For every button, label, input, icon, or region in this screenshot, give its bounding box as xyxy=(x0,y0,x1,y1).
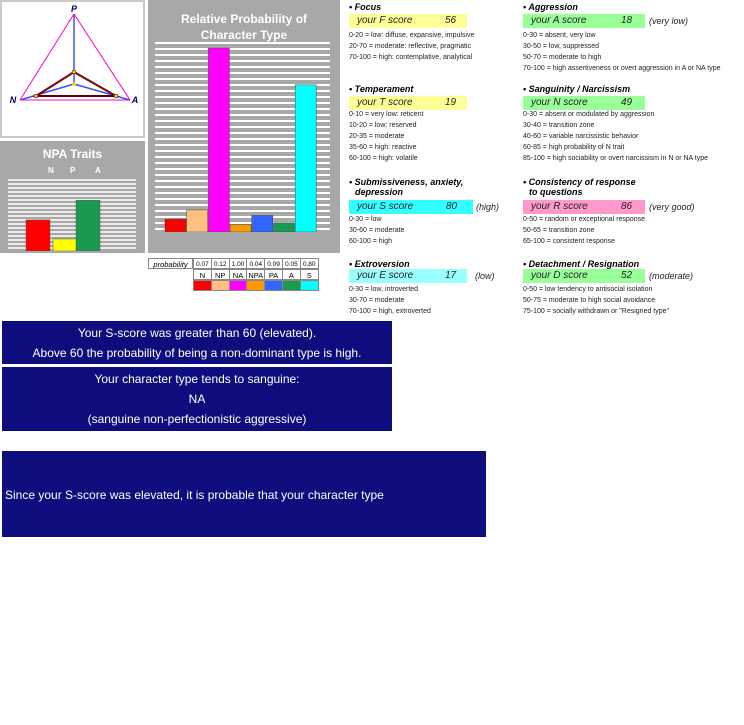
npa-traits-panel xyxy=(0,141,145,253)
probability-category-na: NA xyxy=(229,269,248,280)
character-type-description: (sanguine non-perfectionistic aggressive) xyxy=(87,412,307,426)
variant-line: Since your S-score was elevated, it is probable that your character type xyxy=(5,488,384,502)
probability-swatch-pa xyxy=(264,280,283,291)
probability-panel xyxy=(148,0,340,253)
temperament-note: 20-35 = moderate xyxy=(349,133,405,140)
consistency-score-value: 86 xyxy=(621,201,633,212)
probability-swatch-na xyxy=(229,280,248,291)
focus-score-value: 56 xyxy=(445,15,457,26)
temperament-note: 10-20 = low: reserved xyxy=(349,122,417,129)
probability-chart xyxy=(155,40,330,232)
detachment-note: 50-75 = moderate to high social avoidance xyxy=(523,297,656,304)
aggression-note: 70-100 = high assertiveness or overt aggression in A or NA type xyxy=(523,65,721,72)
npa-letter-n: N xyxy=(48,166,54,175)
variant-line: Possible predisposition: borderline personality. xyxy=(5,692,252,706)
probability-category-npa: NPA xyxy=(248,271,264,280)
detachment-score-label: your D score xyxy=(531,270,588,281)
consistency-score-label: your R score xyxy=(531,201,588,212)
temperament-score-box xyxy=(349,96,467,110)
aggression-qualifier: (very low) xyxy=(649,16,689,26)
aggression-section xyxy=(523,2,741,72)
variant-line: Sanguine aggressive with tendency to passive aggressive type (NA- or NA=). xyxy=(5,590,415,604)
npa-letter-p: P xyxy=(70,166,76,175)
consistency-note: 65-100 = consistent response xyxy=(523,238,616,245)
sanguinity-note: 60-85 = high probability of N trait xyxy=(523,144,625,151)
aggression-score-value: 18 xyxy=(621,15,633,26)
aggression-score-box xyxy=(523,14,645,28)
sanguinity-score-value: 49 xyxy=(621,97,633,108)
extroversion-score-value: 17 xyxy=(445,270,457,281)
probability-bar-pa xyxy=(252,215,273,232)
detachment-qualifier: (moderate) xyxy=(649,271,694,281)
extroversion-score-label: your E score xyxy=(357,270,414,281)
probability-bar-na xyxy=(208,48,229,232)
detachment-score-value: 52 xyxy=(621,270,633,281)
extroversion-score-box xyxy=(349,269,467,283)
probability-bar-np xyxy=(187,210,208,232)
probability-value-pa: 0.09 xyxy=(264,258,283,269)
consistency-note: 0-50 = random or exceptional response xyxy=(523,216,645,223)
consistency-section xyxy=(523,177,741,245)
probability-category-n: N xyxy=(193,269,212,280)
sanguinity-note: 0-30 = absent or modulated by aggression xyxy=(523,111,655,118)
probability-value-na: 1.00 xyxy=(229,258,248,269)
probability-swatch-np xyxy=(211,280,230,291)
submissiveness-heading: • Submissiveness, anxiety, xyxy=(349,177,464,187)
character-type-message xyxy=(2,367,392,431)
submissiveness-score-box xyxy=(349,200,473,214)
npa-bar-n xyxy=(26,220,50,251)
sanguinity-score-label: your N score xyxy=(531,97,588,108)
probability-swatch-s xyxy=(300,280,319,291)
aggression-score-label: your A score xyxy=(531,15,587,26)
npa-bar-a xyxy=(76,200,100,251)
label-a: A xyxy=(131,95,139,105)
probability-category-a: A xyxy=(282,269,301,280)
detachment-score-box xyxy=(523,269,645,283)
score-point-a xyxy=(114,94,118,98)
npa-triangle-chart xyxy=(2,2,143,136)
sanguinity-note: 40-60 = variable narcissistic behavior xyxy=(523,133,639,140)
npa-bar-p xyxy=(53,239,77,251)
focus-note: 20-70 = moderate: reflective, pragmatic xyxy=(349,43,471,50)
probability-bar-npa xyxy=(230,225,251,232)
consistency-note: 50-65 = transition zone xyxy=(523,227,595,234)
probability-swatch-a xyxy=(282,280,301,291)
submissiveness-qualifier: (high) xyxy=(476,202,500,212)
consistency-heading: • Consistency of response xyxy=(523,177,636,187)
sanguinity-note: 85-100 = high sociability or overt narcissism in N or NA type xyxy=(523,155,708,162)
probability-value-npa: 0.04 xyxy=(246,258,265,269)
aggression-note: 50-70 = moderate to high xyxy=(523,54,602,61)
aggression-note: 30-50 = low, suppressed xyxy=(523,43,600,50)
variant-line: is a variant sanguine aggressive type: xyxy=(5,539,216,553)
extroversion-heading: • Extroversion xyxy=(349,259,410,269)
sanguinity-heading: • Sanguinity / Narcissism xyxy=(523,84,631,94)
probability-bar-a xyxy=(274,223,295,232)
consistency-heading-line2: to questions xyxy=(529,187,583,197)
extroversion-qualifier: (low) xyxy=(475,271,495,281)
npa-traits-title: NPA Traits xyxy=(42,147,103,161)
submissiveness-score-value: 80 xyxy=(446,201,458,212)
submissiveness-section xyxy=(349,177,519,245)
sanguinity-section xyxy=(523,84,741,162)
detachment-section xyxy=(523,259,741,315)
probability-bar-n xyxy=(165,219,186,232)
focus-score-label: your F score xyxy=(357,15,413,26)
submissiveness-score-label: your S score xyxy=(357,201,414,212)
score-point-n xyxy=(34,94,38,98)
temperament-score-label: your T score xyxy=(357,97,413,108)
temperament-score-value: 19 xyxy=(445,97,457,108)
probability-swatch-n xyxy=(193,280,212,291)
character-type-line1: Your character type tends to sanguine: xyxy=(94,372,300,386)
submissiveness-note: 0-30 = low xyxy=(349,216,382,223)
submissiveness-note: 60-100 = high xyxy=(349,238,393,245)
s-score-message xyxy=(2,321,392,364)
probability-swatch-npa xyxy=(246,280,265,291)
consistency-score-box xyxy=(523,200,645,214)
detachment-note: 75-100 = socially withdrawn or "Resigned type" xyxy=(523,308,670,315)
aggression-heading: • Aggression xyxy=(523,2,578,12)
extroversion-section xyxy=(349,259,519,315)
probability-value-n: 0.07 xyxy=(193,258,212,269)
focus-note: 70-100 = high: contemplative, analytical xyxy=(349,54,473,61)
npa-letter-a: A xyxy=(95,166,101,175)
label-p: P xyxy=(70,4,78,14)
s-score-message-line1: Your S-score was greater than 60 (elevated). xyxy=(77,326,317,340)
npa-triangle-panel xyxy=(0,0,145,138)
score-point-p xyxy=(72,70,76,74)
extroversion-note: 30-70 = moderate xyxy=(349,297,405,304)
focus-score-box xyxy=(349,14,467,28)
probability-category-pa: PA xyxy=(264,269,283,280)
focus-note: 0-20 = low: diffuse, expansive, impulsive xyxy=(349,32,475,39)
probability-value-np: 0.12 xyxy=(211,258,230,269)
probability-row-label: probability xyxy=(148,258,193,269)
sanguinity-score-box xyxy=(523,96,645,110)
s-score-message-line2: Above 60 the probability of being a non-dominant type is high. xyxy=(32,346,362,360)
npa-traits-chart xyxy=(8,179,136,251)
detachment-note: 0-50 = low tendency to antisocial isolation xyxy=(523,286,653,293)
probability-category-np: NP xyxy=(211,269,230,280)
focus-section xyxy=(349,2,519,61)
character-type-code: NA xyxy=(188,392,206,406)
variant-line: Note: the N score can be modulated (lowered here) by trait aggression in NA types. xyxy=(5,641,447,655)
probability-title: Relative Probability of Character Type xyxy=(180,12,308,42)
submissiveness-note: 30-60 = moderate xyxy=(349,227,405,234)
label-n: N xyxy=(9,95,17,105)
temperament-note: 0-10 = very low: reticent xyxy=(349,111,424,118)
sanguinity-note: 30-40 = transition zone xyxy=(523,122,595,129)
aggression-note: 0-30 = absent, very low xyxy=(523,32,596,39)
temperament-note: 35-60 = high: reactive xyxy=(349,144,417,151)
probability-value-a: 0.05 xyxy=(282,258,301,269)
consistency-qualifier: (very good) xyxy=(649,202,695,212)
extroversion-note: 0-30 = low, introverted xyxy=(349,286,419,293)
submissiveness-heading-line2: depression xyxy=(355,187,404,197)
variant-type-message xyxy=(2,451,486,706)
extroversion-note: 70-100 = high, extroverted xyxy=(349,308,431,315)
focus-heading: • Focus xyxy=(349,2,382,12)
probability-bar-s xyxy=(295,85,316,232)
temperament-heading: • Temperament xyxy=(349,84,414,94)
temperament-section xyxy=(349,84,519,162)
probability-value-s: 0.80 xyxy=(300,258,319,269)
detachment-heading: • Detachment / Resignation xyxy=(523,259,640,269)
temperament-note: 60-100 = high: volatile xyxy=(349,155,418,162)
probability-category-s: S xyxy=(300,269,319,280)
